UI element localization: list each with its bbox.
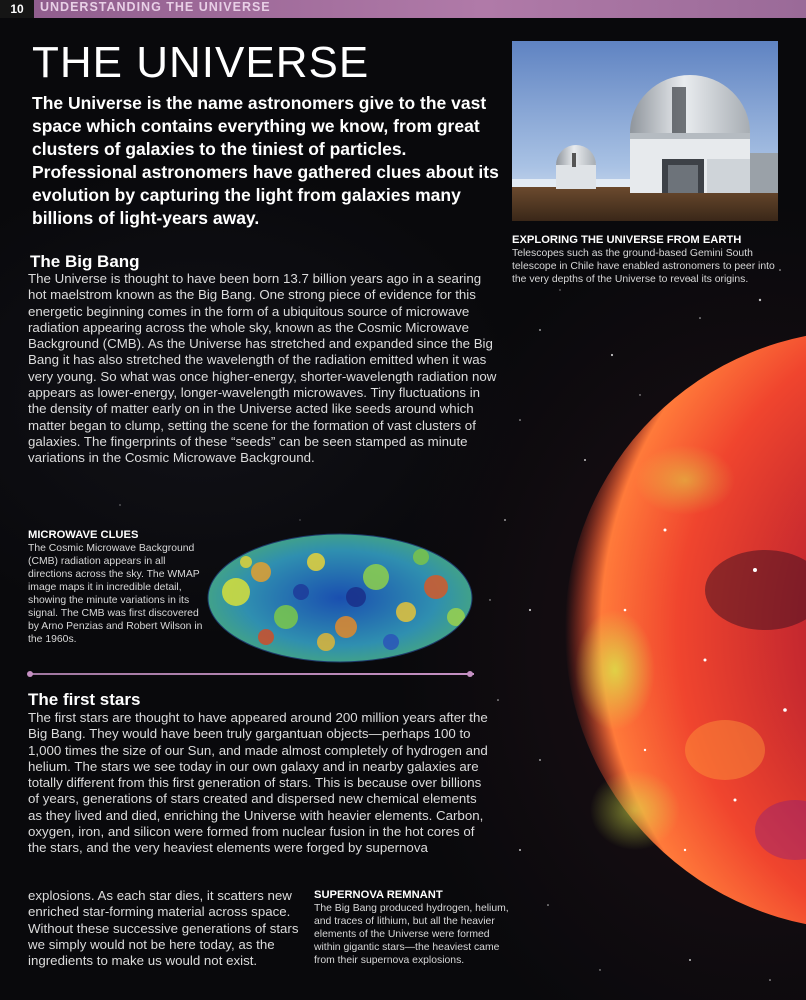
supernova-caption-text: The Big Bang produced hydrogen, helium, and traces of lithium, but all the heavier elements of the Universe were formed within gigantic stars—the heaviest came from their supernova explosions. [314, 903, 509, 966]
observatory-caption-title: EXPLORING THE UNIVERSE FROM EARTH [512, 234, 742, 246]
observatory-photo [512, 41, 778, 221]
intro-paragraph: The Universe is the name astronomers give to the vast space which contains everything we know, from great clusters of galaxies to the tiniest of particles. Professional astronomers have gathered clues about its evolution by capturing the light from galaxies many billions of light-years away. [32, 93, 499, 228]
microwave-caption-text: The Cosmic Microwave Background (CMB) radiation appears in all directions across the sky. The WMAP image maps it in incredible detail, showing the minute variations in its signal. The CMB was first discovered by Arno Penzias and Robert Wilson in the 1960s. [28, 543, 203, 645]
divider-dot-left [27, 671, 33, 677]
first-stars-paragraph-end: explosions. As each star dies, it scatters new enriched star-forming material across space. Without these successive generations of stars we simply would not be here today, as the ingredients to make us would not exist. [28, 888, 299, 969]
first-stars-paragraph: The first stars are thought to have appeared around 200 million years after the Big Bang. They would have been truly gargantuan objects—perhaps 100 to 1,000 times the size of our Sun, and made almost completely of hydrogen and helium. The stars we see today in our own galaxy and in nearby galaxies are totally different from this first generation of stars. This is because over billions of years, generations of stars created and dispersed new chemical elements as they lived and died, enriching the Universe with heavier elements. Carbon, oxygen, iron, and silicon were formed from nuclear fusion in the hot cores of the stars, and the very heaviest elements were forged by supernova [28, 710, 488, 856]
page-title: THE UNIVERSE [32, 38, 370, 87]
supernova-remnant-image [565, 330, 806, 930]
supernova-illustration [565, 330, 806, 930]
big-bang-paragraph: The Universe is thought to have been born 13.7 billion years ago in a searing hot maelstrom known as the Big Bang. One strong piece of evidence for this energetic beginning comes in the form of a ubiquitous source of microwave radiation appearing across the whole sky, known as the Cosmic Microwave Background (CMB). As the Universe has stretched and expanded since the Big Bang it has also stretched the wavelength of the radiation emitted when it was very young. So what was once higher-energy, shorter-wavelength radiation now appears as lower-energy, longer-wavelength microwaves. Tiny fluctuations in the density of matter early on in the Universe acted like seeds around which matter began to clump, setting the scene for the formation of vast clusters of galaxies. The fingerprints of these “seeds” can be seen stamped as minute variations in the Cosmic Microwave Background. [28, 271, 497, 466]
supernova-caption-title: SUPERNOVA REMNANT [314, 889, 443, 901]
cmb-map-image [206, 532, 474, 664]
page-number: 10 [0, 0, 34, 18]
section-label: UNDERSTANDING THE UNIVERSE [40, 0, 271, 14]
observatory-caption [512, 233, 782, 286]
microwave-caption [28, 528, 208, 646]
observatory-caption-text: Telescopes such as the ground-based Gemini South telescope in Chile have enabled astronomers to peer into the very depths of the Universe to reveal its origins. [512, 248, 775, 285]
microwave-caption-title: MICROWAVE CLUES [28, 529, 139, 541]
cmb-ellipse-illustration [206, 532, 474, 664]
divider-dot-right [467, 671, 473, 677]
supernova-caption [314, 888, 514, 967]
big-bang-heading: The Big Bang [30, 252, 140, 271]
section-divider [28, 673, 474, 675]
observatory-illustration [512, 41, 778, 221]
first-stars-heading: The first stars [28, 690, 141, 709]
